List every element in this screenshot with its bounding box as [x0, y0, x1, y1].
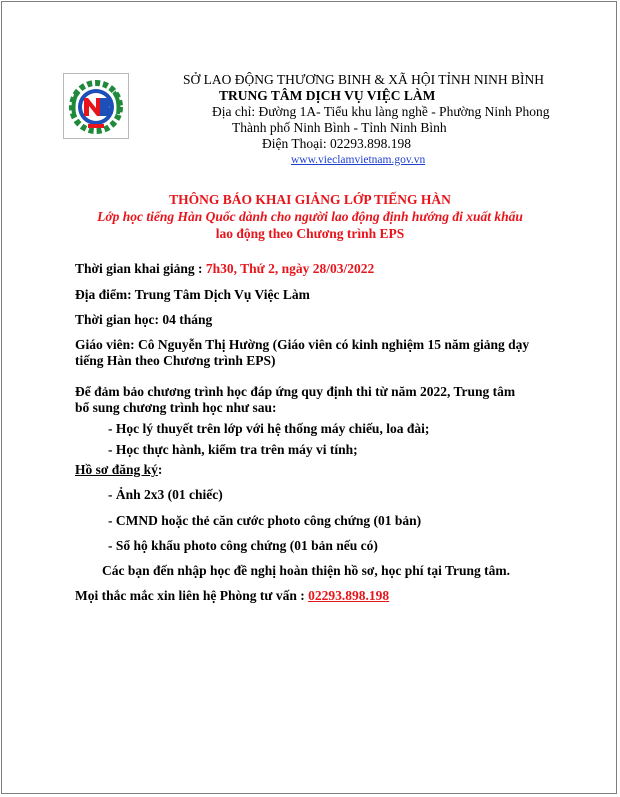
closing-note: Các bạn đến nhập học đề nghị hoàn thiện hồ sơ, học phí tại Trung tâm.: [102, 563, 510, 578]
program-line-2: bổ sung chương trình học như sau:: [75, 400, 277, 415]
dossier-label: Hồ sơ đăng ký: [75, 462, 158, 477]
contact-label: Mọi thắc mắc xin liên hệ Phòng tư vấn :: [75, 588, 309, 603]
teacher-line-1: Giáo viên: Cô Nguyễn Thị Hường (Giáo viên có kinh nghiệm 15 năm giảng dạy: [75, 337, 530, 352]
address-line-1: Địa chỉ: Đường 1A- Tiểu khu làng nghề - Phường Ninh Phong: [212, 104, 550, 119]
contact-phone[interactable]: 02293.898.198: [308, 588, 390, 603]
start-time-value: 7h30, Thứ 2, ngày 28/03/2022: [205, 261, 375, 276]
announcement-title: THÔNG BÁO KHAI GIẢNG LỚP TIẾNG HÀN: [169, 192, 451, 207]
teacher-line-2: tiếng Hàn theo Chương trình EPS): [75, 353, 276, 368]
website-link[interactable]: www.vieclamvietnam.gov.vn: [291, 154, 426, 166]
start-time: [75, 261, 374, 277]
duration: Thời gian học: 04 tháng: [75, 312, 213, 327]
address-line-2: Thành phố Ninh Bình - Tỉnh Ninh Bình: [232, 120, 447, 135]
program-item: - Học lý thuyết trên lớp với hệ thống máy chiếu, loa đài;: [108, 421, 430, 436]
dossier-item: - CMND hoặc thẻ căn cước photo công chứng (01 bản): [108, 513, 422, 528]
announcement-subtitle-1: Lớp học tiếng Hàn Quốc dành cho người lao động định hướng đi xuất khẩu: [97, 209, 523, 224]
dossier-item: - Sổ hộ khẩu photo công chứng (01 bản nếu có): [108, 538, 378, 553]
program-item: - Học thực hành, kiểm tra trên máy vi tính;: [108, 442, 358, 457]
announcement-subtitle-2: lao động theo Chương trình EPS: [215, 226, 405, 241]
vieclam-center-logo-icon: [64, 74, 128, 138]
contact-line: [75, 588, 389, 604]
location: Địa điểm: Trung Tâm Dịch Vụ Việc Làm: [75, 287, 310, 302]
program-line-1: Để đảm bảo chương trình học đáp ứng quy định thi từ năm 2022, Trung tâm: [75, 384, 516, 399]
dossier-colon: :: [157, 462, 163, 477]
phone-number: Điện Thoại: 02293.898.198: [262, 136, 411, 151]
dossier-heading: [75, 462, 162, 478]
start-time-label: Thời gian khai giảng :: [75, 261, 206, 276]
dossier-item: - Ảnh 2x3 (01 chiếc): [108, 487, 223, 502]
center-name: TRUNG TÂM DỊCH VỤ VIỆC LÀM: [219, 88, 436, 103]
center-logo: [63, 73, 129, 139]
ministry-name: SỞ LAO ĐỘNG THƯƠNG BINH & XÃ HỘI TỈNH NINH BÌNH: [183, 72, 544, 87]
